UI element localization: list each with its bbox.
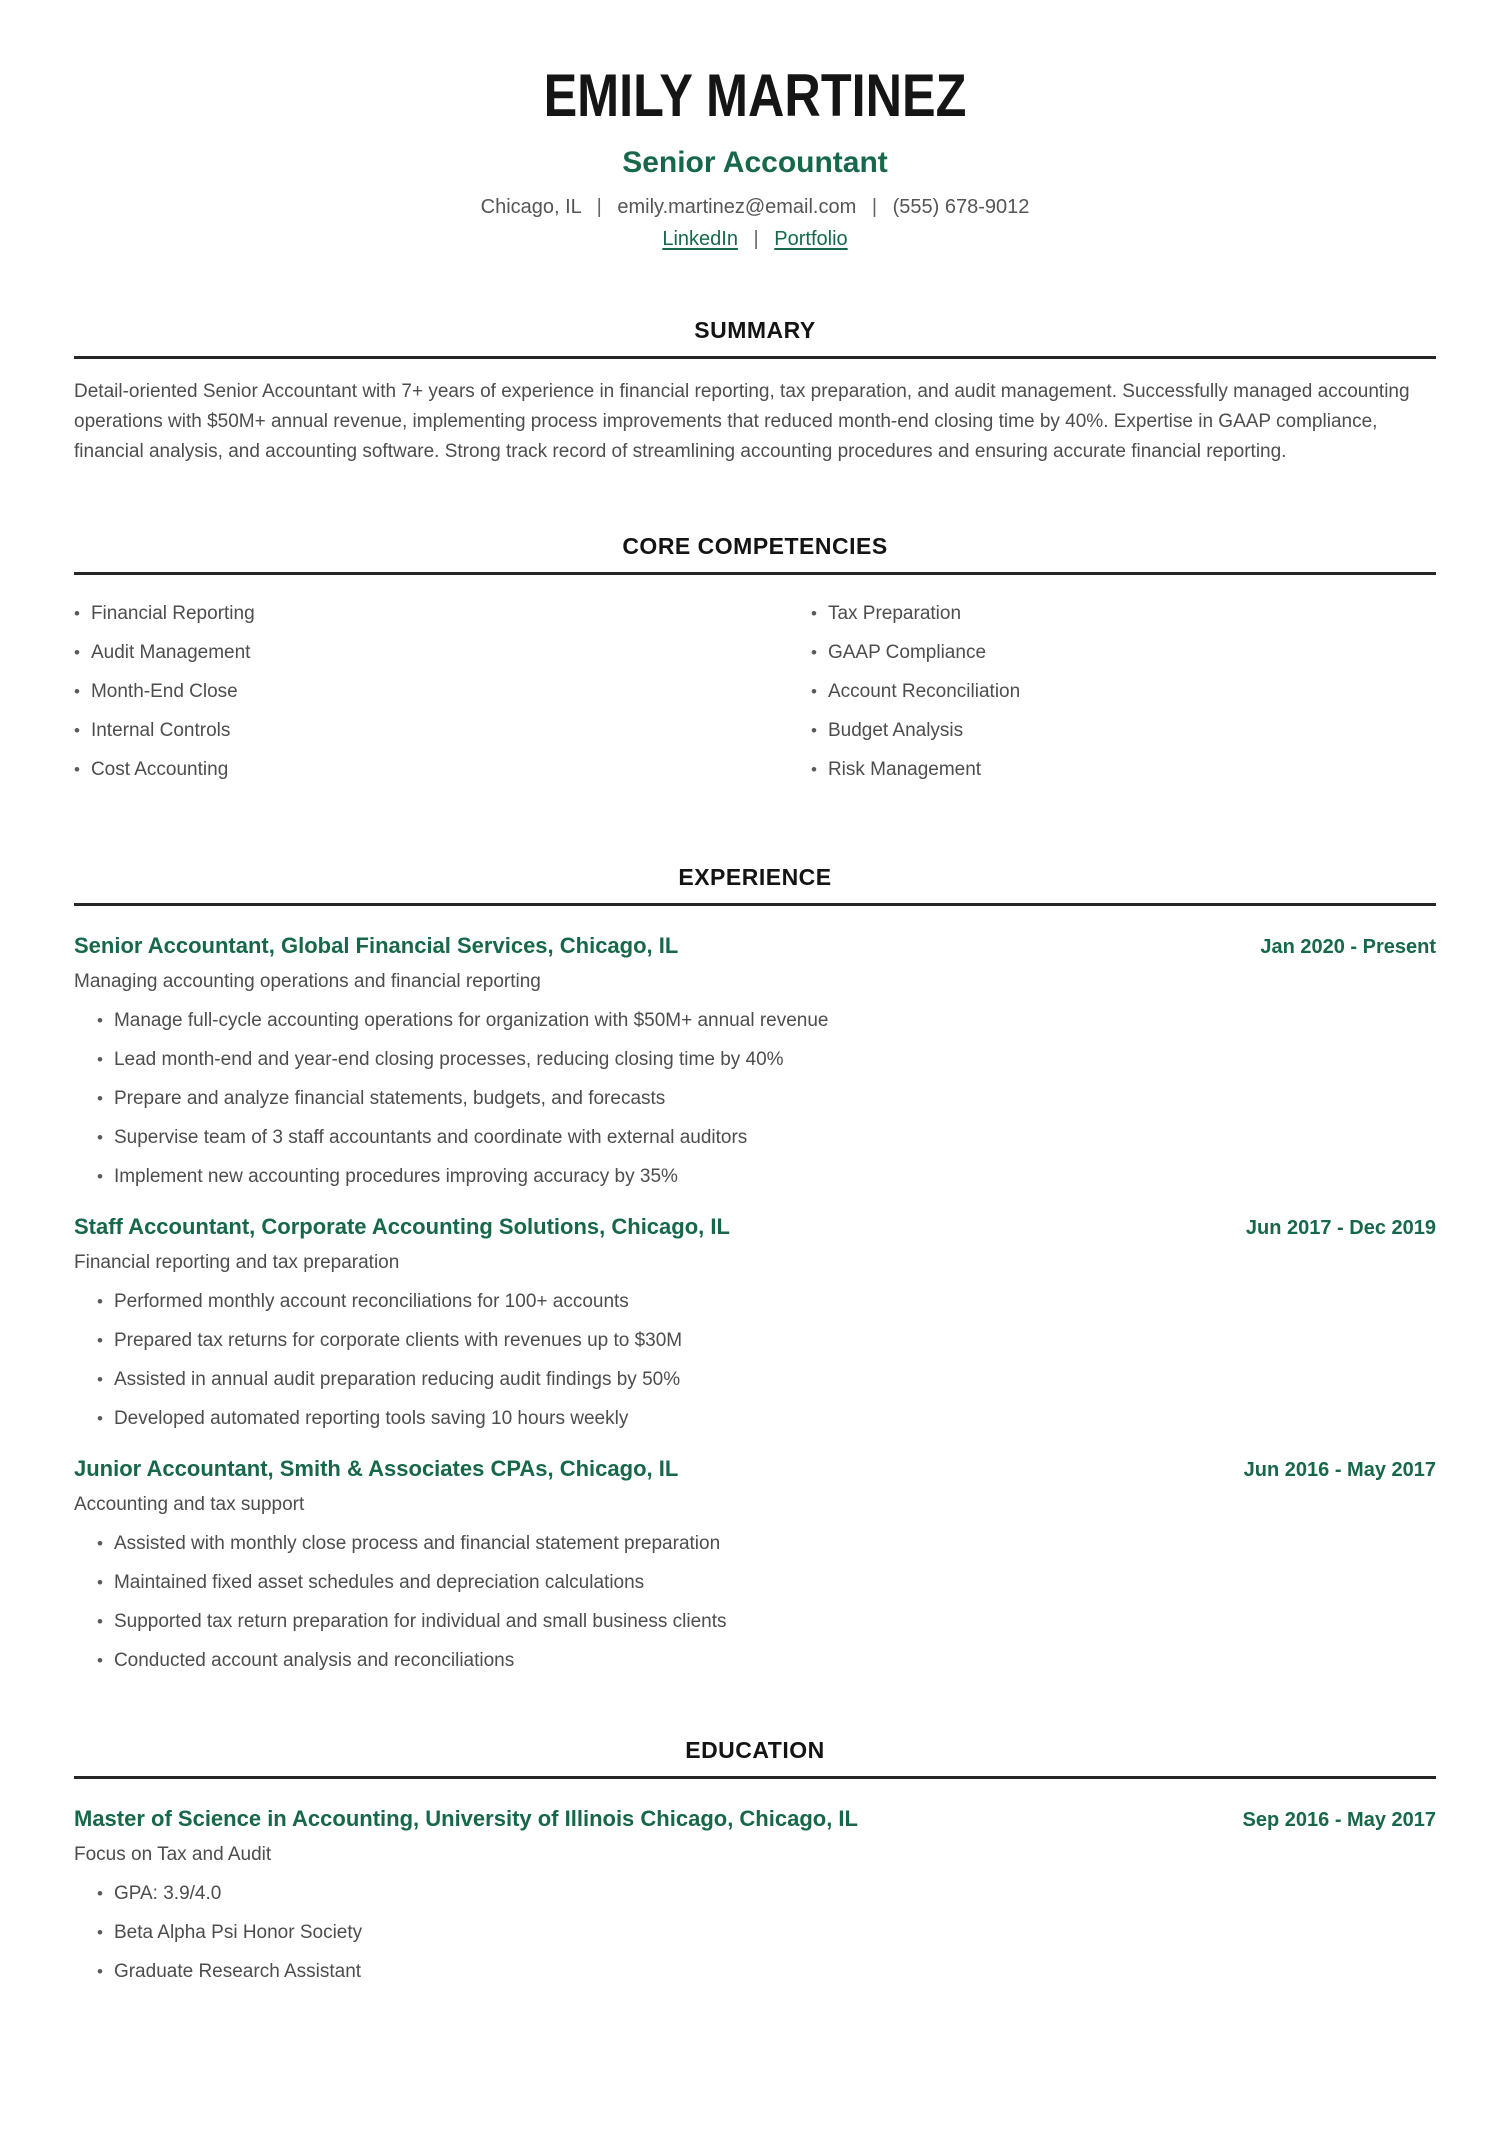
- contact-email: emily.martinez@email.com: [617, 196, 857, 218]
- competency-item: [74, 642, 755, 663]
- degree-bullet: [97, 1922, 1436, 1943]
- summary-text: Detail-oriented Senior Accountant with 7+ years of experience in financial reporting, tax preparation, and audit management. Successfully managed accounting operations with $50M+ annual revenue, implementing process improvements that reduced month-end closing time by 40%. Expertise in GAAP compliance, financial analysis, and accounting software. Strong track record of streamlining accounting procedures and ensuring accurate financial reporting.: [74, 381, 1410, 462]
- competency-label: Internal Controls: [90, 720, 231, 741]
- bullet-marker: •: [97, 1167, 103, 1186]
- experience-section: [74, 864, 1436, 1671]
- competency-label: Month-End Close: [90, 681, 238, 702]
- degree-header: [74, 1806, 1436, 1832]
- job-bullet-text: Prepare and analyze financial statements, budgets, and forecasts: [113, 1088, 666, 1109]
- candidate-name: EMILY MARTINEZ: [543, 62, 967, 129]
- bullet-marker: •: [74, 760, 80, 779]
- degree-subtitle: Focus on Tax and Audit: [74, 1844, 272, 1865]
- job-header: [74, 933, 1436, 959]
- bullet-marker: •: [97, 1292, 103, 1311]
- competency-item: [811, 681, 1436, 702]
- job-bullet: [97, 1166, 1436, 1187]
- bullet-marker: •: [74, 604, 80, 623]
- job-bullet: [97, 1369, 1436, 1390]
- competencies-left-column: [74, 603, 755, 798]
- bullet-marker: •: [74, 643, 80, 662]
- job-bullet: [97, 1088, 1436, 1109]
- contact-location: Chicago, IL: [480, 196, 582, 218]
- competency-label: Risk Management: [827, 759, 982, 780]
- bullet-marker: •: [97, 1011, 103, 1030]
- portfolio-link[interactable]: Portfolio: [774, 228, 848, 250]
- job-bullet-list: [74, 1533, 1436, 1671]
- job-bullet: [97, 1533, 1436, 1554]
- job-header: [74, 1214, 1436, 1240]
- job-bullet: [97, 1408, 1436, 1429]
- job-dates: Jun 2016 - May 2017: [1243, 1459, 1436, 1481]
- job-subtitle: Accounting and tax support: [74, 1494, 305, 1515]
- job-bullet-text: Assisted with monthly close process and financial statement preparation: [113, 1533, 721, 1554]
- job-title: Staff Accountant, Corporate Accounting Solutions, Chicago, IL: [74, 1214, 730, 1239]
- job-bullet: [97, 1572, 1436, 1593]
- job-bullet: [97, 1127, 1436, 1148]
- resume-header: [74, 62, 1436, 251]
- competencies-section: [74, 533, 1436, 798]
- competency-item: [811, 603, 1436, 624]
- summary-section: [74, 317, 1436, 467]
- degree-title: Master of Science in Accounting, University of Illinois Chicago, Chicago, IL: [74, 1806, 858, 1831]
- contact-separator: |: [596, 196, 602, 218]
- experience-heading: EXPERIENCE: [678, 864, 832, 890]
- competency-label: Audit Management: [90, 642, 251, 663]
- competencies-grid: [74, 603, 1436, 798]
- competency-label: Account Reconciliation: [827, 681, 1021, 702]
- job-bullet: [97, 1291, 1436, 1312]
- competency-label: Financial Reporting: [90, 603, 255, 624]
- bullet-marker: •: [811, 682, 817, 701]
- competency-item: [74, 603, 755, 624]
- job-dates: Jan 2020 - Present: [1260, 936, 1436, 958]
- contact-separator: |: [871, 196, 878, 218]
- competency-item: [74, 720, 755, 741]
- job-bullet-text: Maintained fixed asset schedules and depreciation calculations: [113, 1572, 645, 1593]
- job-header: [74, 1456, 1436, 1482]
- section-divider: [74, 1776, 1436, 1779]
- bullet-marker: •: [97, 1128, 103, 1147]
- competencies-right-column: [755, 603, 1436, 798]
- job-bullet-text: Conducted account analysis and reconciliations: [113, 1650, 515, 1671]
- job-bullet-text: Manage full-cycle accounting operations for organization with $50M+ annual revenue: [113, 1010, 829, 1031]
- job-bullet: [97, 1650, 1436, 1671]
- competency-item: [811, 642, 1436, 663]
- job-title: Junior Accountant, Smith & Associates CPAs, Chicago, IL: [74, 1456, 679, 1481]
- job-bullet-list: [74, 1010, 1436, 1187]
- bullet-marker: •: [74, 721, 80, 740]
- experience-entry: [74, 1456, 1436, 1671]
- bullet-marker: •: [97, 1534, 103, 1553]
- competency-label: Budget Analysis: [827, 720, 964, 741]
- bullet-marker: •: [811, 760, 817, 779]
- competency-item: [811, 720, 1436, 741]
- degree-bullet-text: GPA: 3.9/4.0: [113, 1883, 222, 1904]
- bullet-marker: •: [97, 1370, 103, 1389]
- job-bullet-text: Performed monthly account reconciliations for 100+ accounts: [113, 1291, 629, 1312]
- candidate-title: Senior Accountant: [622, 146, 888, 179]
- degree-bullet-text: Beta Alpha Psi Honor Society: [113, 1922, 363, 1943]
- bullet-marker: •: [97, 1884, 103, 1903]
- job-dates: Jun 2017 - Dec 2019: [1245, 1217, 1436, 1239]
- section-divider: [74, 356, 1436, 359]
- competency-label: Cost Accounting: [90, 759, 229, 780]
- competency-label: GAAP Compliance: [827, 642, 987, 663]
- education-heading: EDUCATION: [685, 1737, 825, 1763]
- competency-item: [74, 681, 755, 702]
- job-bullet: [97, 1611, 1436, 1632]
- job-bullet: [97, 1010, 1436, 1031]
- bullet-marker: •: [97, 1409, 103, 1428]
- job-bullet: [97, 1330, 1436, 1351]
- job-bullet-text: Implement new accounting procedures improving accuracy by 35%: [113, 1166, 678, 1187]
- competencies-heading: CORE COMPETENCIES: [622, 533, 888, 559]
- linkedin-link[interactable]: LinkedIn: [662, 228, 738, 250]
- degree-dates: Sep 2016 - May 2017: [1242, 1809, 1436, 1831]
- degree-bullet-text: Graduate Research Assistant: [113, 1961, 362, 1982]
- bullet-marker: •: [74, 682, 80, 701]
- experience-entry: [74, 933, 1436, 1187]
- job-title: Senior Accountant, Global Financial Services, Chicago, IL: [74, 933, 679, 958]
- job-bullet-text: Lead month-end and year-end closing processes, reducing closing time by 40%: [113, 1049, 784, 1070]
- section-divider: [74, 572, 1436, 575]
- bullet-marker: •: [97, 1573, 103, 1592]
- job-bullet-list: [74, 1291, 1436, 1429]
- job-bullet-text: Developed automated reporting tools saving 10 hours weekly: [113, 1408, 629, 1429]
- bullet-marker: •: [97, 1962, 103, 1981]
- bullet-marker: •: [97, 1612, 103, 1631]
- contact-line: [74, 196, 1436, 219]
- contact-phone: (555) 678-9012: [892, 196, 1030, 218]
- education-entry: [74, 1806, 1436, 1982]
- job-bullet-text: Supported tax return preparation for individual and small business clients: [113, 1611, 727, 1632]
- links-separator: |: [753, 228, 759, 250]
- competency-item: [811, 759, 1436, 780]
- bullet-marker: •: [97, 1089, 103, 1108]
- job-bullet-text: Prepared tax returns for corporate clients with revenues up to $30M: [113, 1330, 683, 1351]
- bullet-marker: •: [811, 721, 817, 740]
- bullet-marker: •: [811, 604, 817, 623]
- degree-bullet: [97, 1883, 1436, 1904]
- bullet-marker: •: [811, 643, 817, 662]
- competency-item: [74, 759, 755, 780]
- job-bullet-text: Assisted in annual audit preparation reducing audit findings by 50%: [113, 1369, 681, 1390]
- summary-heading: SUMMARY: [694, 317, 816, 343]
- links-line: [74, 228, 1436, 251]
- job-subtitle: Managing accounting operations and financial reporting: [74, 971, 541, 992]
- section-divider: [74, 903, 1436, 906]
- job-bullet-text: Supervise team of 3 staff accountants and coordinate with external auditors: [113, 1127, 748, 1148]
- job-bullet: [97, 1049, 1436, 1070]
- bullet-marker: •: [97, 1331, 103, 1350]
- bullet-marker: •: [97, 1651, 103, 1670]
- job-subtitle: Financial reporting and tax preparation: [74, 1252, 400, 1273]
- experience-entry: [74, 1214, 1436, 1429]
- degree-bullet: [97, 1961, 1436, 1982]
- degree-bullet-list: [74, 1883, 1436, 1982]
- bullet-marker: •: [97, 1050, 103, 1069]
- competency-label: Tax Preparation: [827, 603, 962, 624]
- bullet-marker: •: [97, 1923, 103, 1942]
- education-section: [74, 1737, 1436, 1982]
